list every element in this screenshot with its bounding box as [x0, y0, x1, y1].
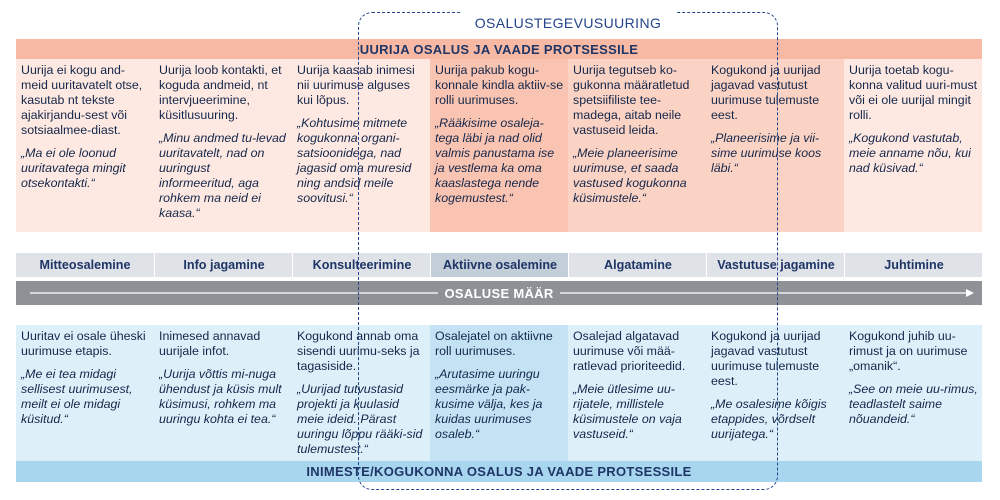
researcher-cell-description: Uurija ei kogu and-meid uuritavatelt otse, kasutab nt tekste ajakirjandu-sest või sotsiaalmee-diast.: [21, 63, 143, 137]
researcher-cell-quote: „Meie planeerisime uurimuse, et saada vastused kogukonna küsimustele.“: [573, 146, 687, 205]
level-label: Algatamine: [568, 253, 707, 277]
researcher-cell-description: Uurija loob kontakti, et koguda andmeid, nt intervjueerimine, küsitlusuuring.: [159, 63, 282, 122]
researcher-cell-quote: „Kogukond vastutab, meie anname nõu, kui nad küsivad.“: [849, 131, 971, 175]
researcher-cell-2: [154, 59, 292, 232]
community-cell-description: Kogukond ja uurijad jagavad vastutust uurimuse tulemuste eest.: [711, 329, 821, 388]
participatory-research-title: OSALUSTEGEVUSUURING: [460, 12, 676, 34]
level-label: Vastutuse jagamine: [706, 253, 845, 277]
level-label: Mitteosalemine: [39, 258, 131, 272]
community-header: INIMESTE/KOGUKONNA OSALUS JA VAADE PROTSESSILE: [16, 461, 982, 482]
level-label: Juhtimine: [844, 253, 983, 277]
community-cell-description: Osalejatel on aktiivne roll uurimuses.: [435, 329, 553, 358]
researcher-cell-description: Uurija pakub kogu-konnale kindla aktiiv-se rolli uurimuses.: [435, 63, 564, 107]
community-cell-description: Kogukond annab oma sisendi uurimu-seks ja tagasiside.: [297, 329, 420, 373]
researcher-cell-quote: „Minu andmed tu-levad uuritavatelt, nad on uuringust informeeritud, aga rohkem ma neid ei kaasa.“: [159, 131, 286, 220]
researcher-cell-description: Uurija toetab kogu-konna valitud uuri-must või ei ole uurijal mingit rolli.: [849, 63, 978, 122]
researcher-cell-7: [844, 59, 982, 232]
community-cell-quote: „Uurija võttis mi-nuga ühendust ja küsis mult küsimusi, rohkem ma uuringu kohta ei tea.“: [159, 367, 282, 426]
community-cell-quote: „Meie ütlesime uu-rijatele, millistele küsimustele on vaja vastuseid.“: [573, 382, 682, 441]
level-label: Konsulteerimine: [292, 253, 431, 277]
researcher-cell-description: Kogukond ja uurijad jagavad vastutust uurimuse tulemuste eest.: [711, 63, 821, 122]
researcher-cell-quote: „Kohtusime mitmete kogukonna organi-satsioonidega, nad jagasid oma muresid ning andsid meile soovitusi.“: [297, 116, 412, 205]
community-cell-description: Uuritav ei osale üheski uurimuse etapis.: [21, 329, 146, 358]
researcher-cell-quote: „Ma ei ole loonud uuritavatega mingit otsekontakti.“: [21, 146, 126, 190]
community-cell-quote: „Me ei tea midagi sellisest uurimusest, meilt ei ole midagi küsitud.“: [21, 367, 133, 426]
community-cell-description: Osalejad algatavad uurimuse või mää-ratlevad prioriteedid.: [573, 329, 686, 373]
researcher-cell-1: [16, 59, 154, 232]
community-cell-quote: „Arutasime uuringu eesmärke ja pak-kusime välja, kes ja kuidas uurimuses osaleb.“: [435, 367, 543, 441]
community-cell-1: [16, 325, 154, 461]
community-cell-2: [154, 325, 292, 461]
community-cell-description: Inimesed annavad uurijale infot.: [159, 329, 261, 358]
participatory-research-frame: [358, 12, 778, 490]
community-cell-quote: „See on meie uu-rimus, teadlastelt saime nõuandeid.“: [849, 382, 978, 426]
researcher-header: UURIJA OSALUS JA VAADE PROTSESSILE: [16, 39, 982, 59]
community-cell-description: Kogukond juhib uu-rimust ja on uurimuse „omanik“.: [849, 329, 968, 373]
researcher-cell-description: Uurija kaasab inimesi nii uurimuse alguses kui lõpus.: [297, 63, 415, 107]
community-cell-7: [844, 325, 982, 461]
level-label: Aktiivne osalemine: [430, 253, 569, 277]
researcher-cell-description: Uurija tegutseb ko-gukonna määratletud spetsiifiliste tee-madega, aitab neile vastuseid leida.: [573, 63, 690, 137]
community-cell-quote: „Me osalesime kõigis etappides, võrdselt uurijatega.“: [711, 397, 827, 441]
community-cell-quote: „Uurijad tutvustasid projekti ja kuulasid meie ideid. Pärast uuringu lõppu rääki-sid tulemustest.“: [297, 382, 423, 456]
researcher-cell-quote: „Planeerisime ja vii-sime uurimuse koos läbi.“: [711, 131, 822, 175]
level-label: Info jagamine: [154, 253, 293, 277]
axis-label: OSALUSE MÄÄR: [438, 286, 559, 301]
researcher-cell-quote: „Rääkisime osaleja-tega läbi ja nad olid valmis panustama ise ja vestlema ka oma kaaslastega nende kogemustest.“: [435, 116, 555, 205]
